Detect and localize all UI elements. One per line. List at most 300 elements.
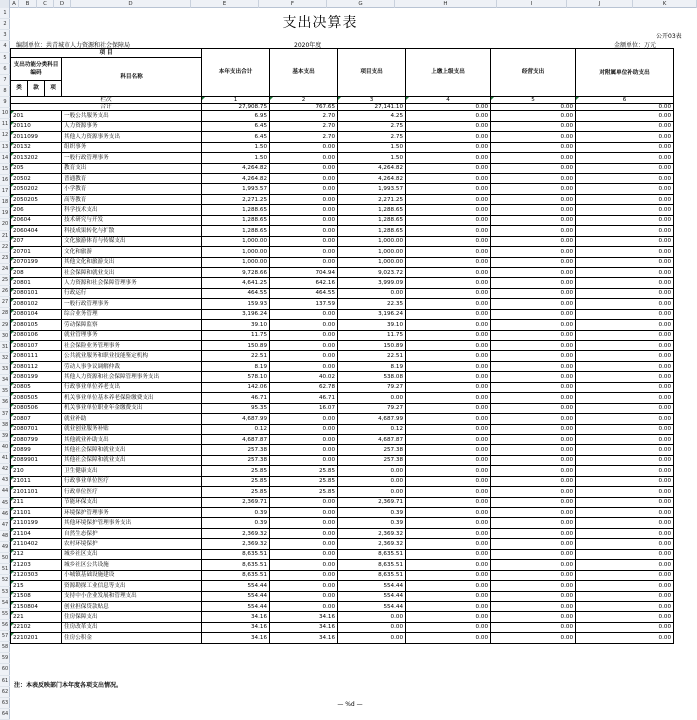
func-code-cell[interactable]: 2080101 <box>11 288 62 298</box>
amount-cell[interactable]: 257.38 <box>338 455 406 465</box>
amount-cell[interactable]: 0.00 <box>270 570 338 580</box>
subject-name-cell[interactable]: 其他环境保护管理事务支出 <box>62 518 202 528</box>
amount-cell[interactable]: 0.00 <box>576 445 674 455</box>
amount-cell[interactable]: 0.00 <box>491 257 576 267</box>
amount-cell[interactable]: 2.75 <box>338 132 406 142</box>
amount-cell[interactable]: 0.00 <box>491 184 576 194</box>
row-number[interactable]: 11 <box>0 119 10 130</box>
table-row[interactable] <box>11 372 674 382</box>
total-cell[interactable]: 0.00 <box>491 104 576 111</box>
subject-name-cell[interactable]: 人力资源事务 <box>62 121 202 131</box>
amount-cell[interactable]: 8,635.51 <box>202 570 270 580</box>
row-number[interactable]: 50 <box>0 553 10 564</box>
total-cell[interactable]: 27,908.75 <box>202 104 270 111</box>
subject-name-cell[interactable]: 农村环境保护 <box>62 539 202 549</box>
amount-cell[interactable]: 0.00 <box>576 247 674 257</box>
amount-cell[interactable]: 0.00 <box>406 476 491 486</box>
total-cell[interactable]: 0.00 <box>576 104 674 111</box>
row-number[interactable]: 56 <box>0 620 10 631</box>
subject-name-cell[interactable]: 人力资源和社会保障管理事务 <box>62 278 202 288</box>
amount-cell[interactable]: 6.45 <box>202 121 270 131</box>
amount-cell[interactable]: 8.19 <box>338 361 406 371</box>
amount-cell[interactable]: 0.00 <box>406 497 491 507</box>
row-number[interactable]: 19 <box>0 208 10 219</box>
amount-cell[interactable]: 11.75 <box>202 330 270 340</box>
row-number[interactable]: 51 <box>0 564 10 575</box>
amount-cell[interactable]: 0.00 <box>576 163 674 173</box>
row-number[interactable]: 10 <box>0 108 10 119</box>
amount-cell[interactable]: 2.70 <box>270 121 338 131</box>
row-number[interactable]: 28 <box>0 308 10 319</box>
row-number[interactable]: 54 <box>0 598 10 609</box>
amount-cell[interactable]: 1,000.00 <box>202 236 270 246</box>
amount-cell[interactable]: 0.00 <box>270 247 338 257</box>
amount-cell[interactable]: 159.93 <box>202 299 270 309</box>
amount-cell[interactable]: 554.44 <box>338 601 406 611</box>
subject-name-cell[interactable]: 小城镇基础设施建设 <box>62 570 202 580</box>
func-code-cell[interactable]: 20801 <box>11 278 62 288</box>
func-code-cell[interactable]: 221 <box>11 612 62 622</box>
amount-cell[interactable]: 554.44 <box>202 581 270 591</box>
amount-cell[interactable]: 9,023.72 <box>338 267 406 277</box>
table-row[interactable] <box>11 403 674 413</box>
amount-cell[interactable]: 6.45 <box>202 132 270 142</box>
amount-cell[interactable]: 22.35 <box>338 299 406 309</box>
row-number[interactable]: 59 <box>0 653 10 664</box>
table-row[interactable] <box>11 414 674 424</box>
amount-cell[interactable]: 1,993.57 <box>202 184 270 194</box>
amount-cell[interactable]: 0.00 <box>491 194 576 204</box>
func-code-cell[interactable]: 205 <box>11 163 62 173</box>
amount-cell[interactable]: 3,999.09 <box>338 278 406 288</box>
amount-cell[interactable]: 0.00 <box>576 341 674 351</box>
amount-cell[interactable]: 3,196.24 <box>338 309 406 319</box>
row-number[interactable]: 3 <box>0 30 10 41</box>
amount-cell[interactable]: 0.00 <box>406 539 491 549</box>
func-code-cell[interactable]: 21101 <box>11 508 62 518</box>
amount-cell[interactable]: 0.00 <box>576 497 674 507</box>
amount-cell[interactable]: 0.39 <box>338 518 406 528</box>
row-number[interactable]: 58 <box>0 642 10 653</box>
amount-cell[interactable]: 0.00 <box>270 528 338 538</box>
amount-cell[interactable]: 0.00 <box>406 414 491 424</box>
amount-cell[interactable]: 9,728.66 <box>202 267 270 277</box>
amount-cell[interactable]: 22.51 <box>202 351 270 361</box>
select-all-corner[interactable] <box>0 0 10 8</box>
amount-cell[interactable]: 0.00 <box>406 309 491 319</box>
amount-cell[interactable]: 0.00 <box>576 184 674 194</box>
table-row[interactable] <box>11 633 674 643</box>
func-code-cell[interactable]: 208 <box>11 267 62 277</box>
amount-cell[interactable]: 554.44 <box>202 601 270 611</box>
func-code-cell[interactable]: 20701 <box>11 247 62 257</box>
amount-cell[interactable]: 0.00 <box>406 445 491 455</box>
amount-cell[interactable]: 0.00 <box>576 236 674 246</box>
amount-cell[interactable]: 0.00 <box>491 153 576 163</box>
row-number[interactable]: 41 <box>0 453 10 464</box>
amount-cell[interactable]: 0.00 <box>576 215 674 225</box>
amount-cell[interactable]: 8.19 <box>202 361 270 371</box>
amount-cell[interactable]: 95.35 <box>202 403 270 413</box>
func-code-cell[interactable]: 212 <box>11 549 62 559</box>
func-code-cell[interactable]: 2080106 <box>11 330 62 340</box>
amount-cell[interactable]: 0.00 <box>406 142 491 152</box>
amount-cell[interactable]: 0.00 <box>406 215 491 225</box>
amount-cell[interactable]: 0.00 <box>338 393 406 403</box>
amount-cell[interactable]: 0.00 <box>576 153 674 163</box>
amount-cell[interactable]: 0.00 <box>576 351 674 361</box>
table-row[interactable] <box>11 601 674 611</box>
amount-cell[interactable]: 0.00 <box>576 434 674 444</box>
amount-cell[interactable]: 0.00 <box>491 236 576 246</box>
amount-cell[interactable]: 0.00 <box>576 257 674 267</box>
amount-cell[interactable]: 0.00 <box>576 424 674 434</box>
amount-cell[interactable]: 0.00 <box>270 591 338 601</box>
row-number[interactable]: 33 <box>0 364 10 375</box>
func-code-cell[interactable]: 2060404 <box>11 226 62 236</box>
amount-cell[interactable]: 257.38 <box>202 455 270 465</box>
amount-cell[interactable]: 1,993.57 <box>338 184 406 194</box>
amount-cell[interactable]: 0.00 <box>491 487 576 497</box>
table-row[interactable] <box>11 215 674 225</box>
subject-name-cell[interactable]: 教育支出 <box>62 163 202 173</box>
amount-cell[interactable]: 0.00 <box>576 320 674 330</box>
amount-cell[interactable]: 0.00 <box>576 205 674 215</box>
table-row[interactable] <box>11 257 674 267</box>
amount-cell[interactable]: 0.00 <box>338 487 406 497</box>
table-row[interactable] <box>11 142 674 152</box>
amount-cell[interactable]: 554.44 <box>338 591 406 601</box>
row-number[interactable]: 61 <box>0 676 10 687</box>
amount-cell[interactable]: 0.00 <box>576 142 674 152</box>
amount-cell[interactable]: 1,000.00 <box>202 257 270 267</box>
amount-cell[interactable]: 0.00 <box>270 361 338 371</box>
table-row[interactable] <box>11 581 674 591</box>
table-row[interactable] <box>11 622 674 632</box>
amount-cell[interactable]: 0.00 <box>491 111 576 121</box>
amount-cell[interactable]: 0.00 <box>576 132 674 142</box>
amount-cell[interactable]: 0.00 <box>491 299 576 309</box>
amount-cell[interactable]: 0.00 <box>270 205 338 215</box>
subject-name-cell[interactable]: 文化和旅游 <box>62 247 202 257</box>
row-number[interactable]: 6 <box>0 64 10 75</box>
amount-cell[interactable]: 34.16 <box>202 633 270 643</box>
func-code-cell[interactable]: 211 <box>11 497 62 507</box>
amount-cell[interactable]: 0.00 <box>491 351 576 361</box>
amount-cell[interactable]: 0.00 <box>576 288 674 298</box>
amount-cell[interactable]: 1,288.65 <box>202 215 270 225</box>
amount-cell[interactable]: 0.00 <box>576 487 674 497</box>
row-number[interactable]: 48 <box>0 531 10 542</box>
amount-cell[interactable]: 0.00 <box>406 361 491 371</box>
amount-cell[interactable]: 0.00 <box>406 560 491 570</box>
amount-cell[interactable]: 0.39 <box>202 518 270 528</box>
amount-cell[interactable]: 0.00 <box>270 560 338 570</box>
amount-cell[interactable]: 0.00 <box>491 622 576 632</box>
amount-cell[interactable]: 40.02 <box>270 372 338 382</box>
row-number[interactable]: 23 <box>0 253 10 264</box>
subject-name-cell[interactable]: 技术研究与开发 <box>62 215 202 225</box>
amount-cell[interactable]: 8,635.51 <box>202 560 270 570</box>
amount-cell[interactable]: 0.00 <box>338 476 406 486</box>
total-cell[interactable]: 27,141.10 <box>338 104 406 111</box>
table-row[interactable] <box>11 518 674 528</box>
amount-cell[interactable]: 25.85 <box>270 487 338 497</box>
amount-cell[interactable]: 25.85 <box>202 476 270 486</box>
subject-name-cell[interactable]: 文化旅游体育与传媒支出 <box>62 236 202 246</box>
amount-cell[interactable]: 464.55 <box>270 288 338 298</box>
amount-cell[interactable]: 2.70 <box>270 111 338 121</box>
amount-cell[interactable]: 0.00 <box>491 341 576 351</box>
row-number[interactable]: 14 <box>0 153 10 164</box>
func-code-cell[interactable]: 2070199 <box>11 257 62 267</box>
subject-name-cell[interactable]: 科技成果转化与扩散 <box>62 226 202 236</box>
row-number[interactable]: 7 <box>0 75 10 86</box>
amount-cell[interactable]: 0.00 <box>338 288 406 298</box>
amount-cell[interactable]: 0.00 <box>491 591 576 601</box>
amount-cell[interactable]: 0.00 <box>491 278 576 288</box>
amount-cell[interactable]: 1.50 <box>202 153 270 163</box>
amount-cell[interactable]: 0.00 <box>406 236 491 246</box>
amount-cell[interactable]: 0.00 <box>270 424 338 434</box>
amount-cell[interactable]: 0.00 <box>406 570 491 580</box>
subject-name-cell[interactable]: 机关事业单位职业年金缴费支出 <box>62 403 202 413</box>
subject-name-cell[interactable]: 住房公积金 <box>62 633 202 643</box>
func-code-cell[interactable]: 20899 <box>11 445 62 455</box>
table-row[interactable] <box>11 288 674 298</box>
func-code-cell[interactable]: 2080105 <box>11 320 62 330</box>
amount-cell[interactable]: 79.27 <box>338 382 406 392</box>
subject-name-cell[interactable]: 其他文化和旅游支出 <box>62 257 202 267</box>
subject-name-cell[interactable]: 行政事业单位养老支出 <box>62 382 202 392</box>
amount-cell[interactable]: 0.00 <box>576 111 674 121</box>
amount-cell[interactable]: 0.00 <box>576 414 674 424</box>
amount-cell[interactable]: 0.00 <box>576 508 674 518</box>
amount-cell[interactable]: 0.00 <box>576 174 674 184</box>
amount-cell[interactable]: 0.00 <box>491 320 576 330</box>
amount-cell[interactable]: 0.00 <box>576 372 674 382</box>
amount-cell[interactable]: 0.00 <box>491 393 576 403</box>
column-header[interactable]: B <box>19 0 37 8</box>
amount-cell[interactable]: 0.00 <box>491 549 576 559</box>
amount-cell[interactable]: 4,641.25 <box>202 278 270 288</box>
subject-name-cell[interactable]: 高等教育 <box>62 194 202 204</box>
amount-cell[interactable]: 0.00 <box>270 226 338 236</box>
amount-cell[interactable]: 2,369.32 <box>338 539 406 549</box>
amount-cell[interactable]: 0.00 <box>270 194 338 204</box>
row-number[interactable]: 4 <box>0 41 10 52</box>
amount-cell[interactable]: 554.44 <box>202 591 270 601</box>
subject-name-cell[interactable]: 普通教育 <box>62 174 202 184</box>
amount-cell[interactable]: 0.00 <box>338 466 406 476</box>
amount-cell[interactable]: 0.00 <box>270 518 338 528</box>
amount-cell[interactable]: 0.00 <box>576 278 674 288</box>
subject-name-cell[interactable]: 其他社会保障和就业支出 <box>62 455 202 465</box>
amount-cell[interactable]: 34.16 <box>270 622 338 632</box>
amount-cell[interactable]: 0.00 <box>491 612 576 622</box>
subject-name-cell[interactable]: 创业担保贷款贴息 <box>62 601 202 611</box>
row-number[interactable]: 21 <box>0 231 10 242</box>
column-header[interactable]: A <box>10 0 19 8</box>
amount-cell[interactable]: 2,369.71 <box>202 497 270 507</box>
subject-name-cell[interactable]: 社会保险业务管理事务 <box>62 341 202 351</box>
subject-name-cell[interactable]: 劳动保障监察 <box>62 320 202 330</box>
subject-name-cell[interactable]: 自然生态保护 <box>62 528 202 538</box>
row-number[interactable]: 44 <box>0 486 10 497</box>
func-code-cell[interactable]: 2210201 <box>11 633 62 643</box>
func-code-cell[interactable]: 2080104 <box>11 309 62 319</box>
amount-cell[interactable]: 0.39 <box>202 508 270 518</box>
amount-cell[interactable]: 8,635.51 <box>338 570 406 580</box>
row-number[interactable]: 26 <box>0 286 10 297</box>
amount-cell[interactable]: 0.00 <box>406 111 491 121</box>
subject-name-cell[interactable]: 就业管理事务 <box>62 330 202 340</box>
table-row[interactable] <box>11 476 674 486</box>
amount-cell[interactable]: 0.00 <box>491 174 576 184</box>
amount-cell[interactable]: 0.00 <box>491 434 576 444</box>
amount-cell[interactable]: 0.00 <box>491 382 576 392</box>
table-row[interactable] <box>11 320 674 330</box>
amount-cell[interactable]: 2,271.25 <box>338 194 406 204</box>
func-code-cell[interactable]: 2080506 <box>11 403 62 413</box>
amount-cell[interactable]: 0.00 <box>406 351 491 361</box>
amount-cell[interactable]: 0.00 <box>576 601 674 611</box>
amount-cell[interactable]: 1.50 <box>338 142 406 152</box>
amount-cell[interactable]: 0.00 <box>491 497 576 507</box>
func-code-cell[interactable]: 2013202 <box>11 153 62 163</box>
amount-cell[interactable]: 0.00 <box>270 581 338 591</box>
table-row[interactable] <box>11 497 674 507</box>
subject-name-cell[interactable]: 就业创业服务补贴 <box>62 424 202 434</box>
row-number[interactable]: 17 <box>0 186 10 197</box>
table-row[interactable] <box>11 591 674 601</box>
amount-cell[interactable]: 4,687.99 <box>338 414 406 424</box>
column-header[interactable]: F <box>259 0 327 8</box>
amount-cell[interactable]: 257.38 <box>338 445 406 455</box>
table-row[interactable] <box>11 236 674 246</box>
func-code-cell[interactable]: 2050205 <box>11 194 62 204</box>
table-row[interactable] <box>11 330 674 340</box>
amount-cell[interactable]: 0.00 <box>491 361 576 371</box>
row-number[interactable]: 36 <box>0 397 10 408</box>
amount-cell[interactable]: 0.00 <box>576 330 674 340</box>
amount-cell[interactable]: 2,369.32 <box>202 539 270 549</box>
amount-cell[interactable]: 0.00 <box>491 142 576 152</box>
amount-cell[interactable]: 0.00 <box>491 372 576 382</box>
amount-cell[interactable]: 46.71 <box>270 393 338 403</box>
amount-cell[interactable]: 0.00 <box>576 539 674 549</box>
func-code-cell[interactable]: 2089901 <box>11 455 62 465</box>
row-number[interactable]: 49 <box>0 542 10 553</box>
row-number[interactable]: 15 <box>0 164 10 175</box>
amount-cell[interactable]: 1.50 <box>202 142 270 152</box>
amount-cell[interactable]: 0.00 <box>270 539 338 549</box>
amount-cell[interactable]: 0.00 <box>576 226 674 236</box>
amount-cell[interactable]: 3,196.24 <box>202 309 270 319</box>
column-header[interactable]: E <box>191 0 259 8</box>
subject-name-cell[interactable]: 支持中小企业发展和管理支出 <box>62 591 202 601</box>
amount-cell[interactable]: 39.10 <box>338 320 406 330</box>
func-code-cell[interactable]: 207 <box>11 236 62 246</box>
amount-cell[interactable]: 0.00 <box>406 257 491 267</box>
row-number[interactable]: 42 <box>0 464 10 475</box>
subject-name-cell[interactable]: 一般公共服务支出 <box>62 111 202 121</box>
amount-cell[interactable]: 0.00 <box>406 372 491 382</box>
row-number[interactable]: 1 <box>0 8 10 19</box>
table-row[interactable] <box>11 194 674 204</box>
amount-cell[interactable]: 0.00 <box>491 581 576 591</box>
row-number[interactable]: 24 <box>0 264 10 275</box>
column-header[interactable]: I <box>497 0 567 8</box>
row-number[interactable]: 57 <box>0 631 10 642</box>
table-row[interactable] <box>11 174 674 184</box>
amount-cell[interactable]: 4,264.82 <box>202 163 270 173</box>
row-number[interactable]: 52 <box>0 575 10 586</box>
func-code-cell[interactable]: 20132 <box>11 142 62 152</box>
row-number[interactable]: 16 <box>0 175 10 186</box>
amount-cell[interactable]: 2,369.32 <box>202 528 270 538</box>
amount-cell[interactable]: 0.00 <box>491 601 576 611</box>
table-row[interactable] <box>11 382 674 392</box>
amount-cell[interactable]: 34.16 <box>202 612 270 622</box>
column-header[interactable]: J <box>567 0 633 8</box>
table-row[interactable] <box>11 163 674 173</box>
func-code-cell[interactable]: 20604 <box>11 215 62 225</box>
amount-cell[interactable]: 2.75 <box>338 121 406 131</box>
amount-cell[interactable]: 1,000.00 <box>338 247 406 257</box>
row-number[interactable]: 27 <box>0 297 10 308</box>
row-number[interactable]: 53 <box>0 587 10 598</box>
amount-cell[interactable]: 0.00 <box>576 518 674 528</box>
amount-cell[interactable]: 79.27 <box>338 403 406 413</box>
amount-cell[interactable]: 0.00 <box>406 528 491 538</box>
amount-cell[interactable]: 4,264.82 <box>338 163 406 173</box>
table-row[interactable] <box>11 111 674 121</box>
amount-cell[interactable]: 0.00 <box>576 382 674 392</box>
row-number[interactable]: 2 <box>0 19 10 30</box>
func-code-cell[interactable]: 2101101 <box>11 487 62 497</box>
row-number[interactable]: 9 <box>0 97 10 108</box>
amount-cell[interactable]: 1.50 <box>338 153 406 163</box>
amount-cell[interactable]: 0.00 <box>406 601 491 611</box>
amount-cell[interactable]: 11.75 <box>338 330 406 340</box>
amount-cell[interactable]: 0.00 <box>406 382 491 392</box>
amount-cell[interactable]: 0.00 <box>406 633 491 643</box>
subject-name-cell[interactable]: 其他人力资源事务支出 <box>62 132 202 142</box>
amount-cell[interactable]: 0.00 <box>406 163 491 173</box>
table-row[interactable] <box>11 247 674 257</box>
amount-cell[interactable]: 0.00 <box>491 163 576 173</box>
amount-cell[interactable]: 0.00 <box>491 309 576 319</box>
subject-name-cell[interactable]: 其他社会保障和就业支出 <box>62 445 202 455</box>
row-number[interactable]: 22 <box>0 242 10 253</box>
func-code-cell[interactable]: 2150804 <box>11 601 62 611</box>
table-row[interactable] <box>11 612 674 622</box>
amount-cell[interactable]: 0.00 <box>270 601 338 611</box>
amount-cell[interactable]: 0.00 <box>576 581 674 591</box>
func-code-cell[interactable]: 215 <box>11 581 62 591</box>
amount-cell[interactable]: 578.10 <box>202 372 270 382</box>
amount-cell[interactable]: 704.94 <box>270 267 338 277</box>
row-number[interactable]: 38 <box>0 420 10 431</box>
amount-cell[interactable]: 34.16 <box>270 612 338 622</box>
func-code-cell[interactable]: 2011099 <box>11 132 62 142</box>
amount-cell[interactable]: 0.00 <box>406 288 491 298</box>
amount-cell[interactable]: 0.00 <box>270 497 338 507</box>
amount-cell[interactable]: 0.00 <box>270 153 338 163</box>
amount-cell[interactable]: 46.71 <box>202 393 270 403</box>
table-row[interactable] <box>11 351 674 361</box>
